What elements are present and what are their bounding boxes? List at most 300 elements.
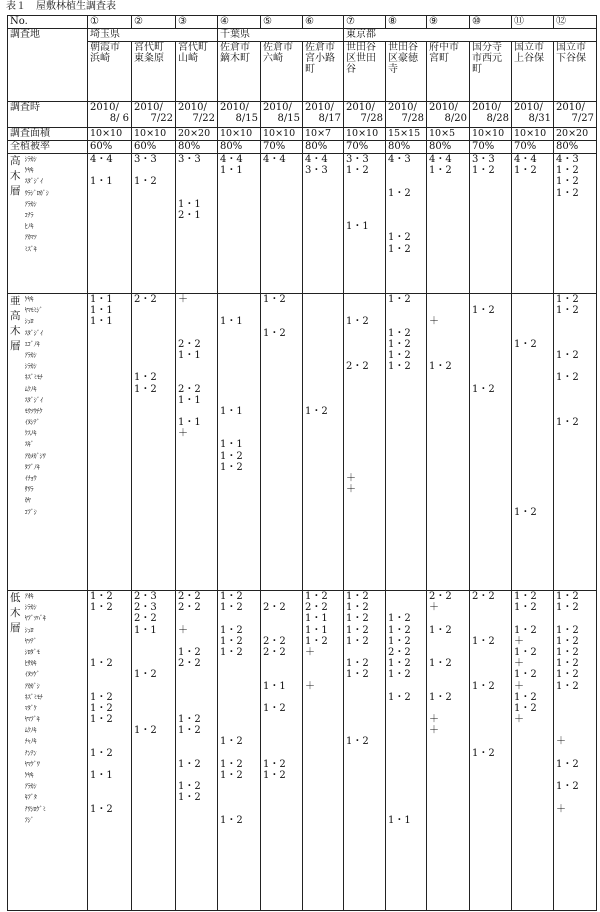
cell-line: 1・2 — [388, 232, 411, 244]
cell-line — [305, 395, 341, 406]
coverage-value: 70% — [470, 141, 512, 154]
cell-line — [429, 221, 467, 232]
cell-line — [556, 714, 594, 725]
cell-line: 2・2 — [472, 591, 495, 602]
plot-number: ⑤ — [261, 16, 303, 29]
cell-line — [472, 428, 509, 439]
cell-line — [134, 439, 173, 450]
cell-line — [178, 462, 215, 473]
cell-line — [134, 507, 173, 518]
cell-line: 1・2 — [346, 635, 369, 647]
site-name: 佐倉市六崎 — [261, 42, 303, 102]
cell-line — [429, 395, 467, 406]
cell-line — [472, 316, 509, 327]
cell-line — [556, 244, 594, 255]
cell-line: 2010/ — [178, 102, 207, 113]
cell-line: 1・2 — [346, 736, 369, 748]
cell-line — [263, 815, 300, 826]
cell-line — [305, 244, 341, 255]
cell-line — [346, 781, 383, 792]
cell-line — [305, 384, 341, 395]
cell-line — [178, 636, 215, 647]
cell-line — [472, 176, 509, 187]
cell-line: ｽｷﾞ — [24, 440, 34, 449]
cell-line — [134, 451, 173, 462]
cell-line: 1・1 — [178, 394, 201, 406]
cell-line: 1・2 — [514, 591, 537, 602]
survey-size: 20×20 — [554, 128, 597, 141]
cell-line — [305, 725, 341, 736]
cell-line: ﾅﾜｼﾛｸﾞﾐ — [24, 804, 46, 813]
coverage-value: 80% — [386, 141, 427, 154]
cell-line: ﾑｸﾉｷ — [24, 726, 37, 735]
cell-line — [346, 725, 383, 736]
cover-values — [470, 154, 512, 294]
cell-line — [90, 221, 129, 232]
cell-line: 1・2 — [556, 680, 579, 692]
row-label-no: No. — [8, 16, 88, 29]
cell-line — [514, 725, 551, 736]
cell-line — [263, 339, 300, 350]
cell-line: 2010/ — [556, 102, 585, 113]
cell-line — [90, 613, 129, 624]
cell-line: 2・3 — [134, 602, 157, 614]
cell-line — [305, 770, 341, 781]
cell-line — [472, 714, 509, 725]
stratum-char: 木 — [10, 325, 21, 337]
cell-line: ｱｵｷ — [24, 592, 34, 600]
cover-values — [554, 154, 597, 294]
cell-line — [388, 736, 424, 747]
cell-line — [514, 759, 551, 770]
cell-line: 1・2 — [134, 176, 157, 188]
survey-date — [386, 102, 427, 128]
cell-line: 1・2 — [134, 669, 157, 681]
cell-line — [263, 232, 300, 243]
cell-line — [346, 748, 383, 759]
cell-line — [134, 350, 173, 361]
cell-line — [472, 451, 509, 462]
cell-line — [556, 815, 594, 826]
cell-line — [429, 681, 467, 692]
cell-line: ＋ — [178, 624, 188, 636]
cell-line: 1・2 — [388, 613, 411, 625]
cover-values — [386, 294, 427, 591]
cell-line — [134, 714, 173, 725]
cell-line: ｳﾗｼﾞﾛｶﾞｼ — [24, 188, 49, 197]
species-list — [23, 294, 88, 591]
cell-line: 1・1 — [388, 814, 411, 826]
cell-line — [472, 462, 509, 473]
cell-line: ﾈｽﾞﾐﾓﾁ — [24, 692, 43, 701]
cell-line — [429, 484, 467, 495]
cell-line — [472, 294, 509, 305]
survey-size: 10×10 — [218, 128, 261, 141]
cell-line — [514, 417, 551, 428]
cell-line — [429, 473, 467, 484]
cell-line — [134, 781, 173, 792]
cell-line — [429, 495, 467, 506]
cell-line — [472, 613, 509, 624]
cover-values — [303, 591, 344, 911]
survey-date — [512, 102, 554, 128]
cell-line — [556, 748, 594, 759]
cell-line — [134, 165, 173, 176]
cell-line: 2・2 — [178, 383, 201, 395]
cell-line — [263, 165, 300, 176]
survey-size: 10×10 — [344, 128, 386, 141]
cell-line — [472, 770, 509, 781]
cell-line — [346, 462, 383, 473]
cell-line — [90, 384, 129, 395]
cell-line — [220, 613, 258, 624]
cell-line — [178, 221, 215, 232]
cell-line — [220, 350, 258, 361]
cell-line: 1・2 — [556, 669, 579, 681]
cell-line — [90, 328, 129, 339]
cell-line: ＋ — [305, 680, 315, 692]
cell-line: ｹﾔｷ — [24, 771, 34, 779]
cell-line: 2・2 — [346, 361, 369, 373]
cell-line — [305, 759, 341, 770]
cell-line — [472, 658, 509, 669]
cell-line: 8/15 — [235, 113, 258, 125]
cell-line — [90, 495, 129, 506]
cell-line — [263, 199, 300, 210]
cell-line — [178, 692, 215, 703]
cell-line: ﾏﾀﾞｹ — [24, 703, 37, 712]
cell-line — [429, 703, 467, 714]
cell-line — [388, 681, 424, 692]
cell-line — [263, 451, 300, 462]
cover-values — [88, 154, 132, 294]
cell-line — [178, 669, 215, 680]
cell-line: ｲﾇｼﾃﾞ — [24, 418, 40, 427]
cell-line: 1・2 — [220, 758, 243, 770]
cell-line: 7/28 — [360, 113, 383, 125]
cell-line — [556, 232, 594, 243]
cell-line — [388, 591, 424, 602]
cell-line — [556, 613, 594, 624]
cell-line — [90, 395, 129, 406]
cell-line: 1・2 — [429, 165, 452, 177]
coverage-value: 80% — [176, 141, 218, 154]
survey-date — [88, 102, 132, 128]
cell-line — [178, 328, 215, 339]
cell-line: 2010/ — [514, 102, 543, 113]
survey-size: 10×7 — [303, 128, 344, 141]
cell-line: 1・2 — [346, 658, 369, 670]
cell-line — [263, 669, 300, 680]
cell-line: 1・2 — [514, 506, 537, 518]
prefecture-cell: 埼玉県 — [88, 29, 218, 42]
cover-values — [88, 294, 132, 591]
cell-line — [429, 636, 467, 647]
cover-values — [427, 154, 470, 294]
cell-line: 1・2 — [388, 691, 411, 703]
cell-line — [429, 232, 467, 243]
cell-line — [90, 165, 129, 176]
cell-line — [429, 669, 467, 680]
cell-line: 1・2 — [388, 327, 411, 339]
cell-line — [220, 417, 258, 428]
cell-line — [220, 681, 258, 692]
cell-line: ＋ — [178, 428, 188, 440]
cell-line — [178, 439, 215, 450]
cell-line: 7/27 — [571, 113, 594, 125]
cell-line — [472, 602, 509, 613]
cell-line: 1・2 — [514, 165, 537, 177]
coverage-value: 70% — [512, 141, 554, 154]
cell-line: ｼﾛﾀﾞﾓ — [24, 647, 40, 656]
cell-line — [514, 406, 551, 417]
cover-values — [512, 154, 554, 294]
cell-line — [556, 507, 594, 518]
cell-line — [472, 759, 509, 770]
cell-line — [556, 428, 594, 439]
cell-line — [388, 406, 424, 417]
cell-line: ＋ — [429, 714, 439, 726]
cell-line — [429, 792, 467, 803]
cell-line: 1・2 — [263, 770, 286, 781]
cell-line — [263, 428, 300, 439]
cell-line — [134, 647, 173, 658]
cell-line — [429, 647, 467, 658]
cell-line: ｲﾇﾂｹﾞ — [24, 670, 40, 679]
cell-line: 1・2 — [263, 702, 286, 714]
cell-line — [263, 361, 300, 372]
cell-line — [514, 199, 551, 210]
cell-line — [472, 647, 509, 658]
cell-line — [514, 350, 551, 361]
cell-line — [514, 484, 551, 495]
cell-line — [305, 339, 341, 350]
cell-line — [472, 199, 509, 210]
cell-line: 1・2 — [263, 294, 286, 305]
survey-date — [344, 102, 386, 128]
cell-line — [472, 339, 509, 350]
cell-line: 1・2 — [90, 602, 113, 614]
cell-line — [472, 372, 509, 383]
cell-line: 1・2 — [90, 747, 113, 759]
cell-line: 2・2 — [429, 591, 452, 602]
cell-line — [388, 210, 424, 221]
coverage-value: 80% — [218, 141, 261, 154]
table-row — [8, 16, 597, 29]
cell-line — [388, 484, 424, 495]
stratum-char: 木 — [10, 170, 21, 182]
cell-line: ｽﾀﾞｼﾞｲ — [24, 328, 43, 337]
cell-line — [263, 714, 300, 725]
cell-line: 2010/ — [388, 102, 417, 113]
cell-line — [263, 507, 300, 518]
cell-line — [134, 658, 173, 669]
cell-line — [220, 428, 258, 439]
cell-line — [346, 232, 383, 243]
cell-line — [346, 759, 383, 770]
cell-line: ｱﾗｶｼ — [24, 782, 37, 791]
cell-line: ﾓｳｿｳﾁｸ — [24, 406, 43, 415]
cell-line: ｱｶﾒｶﾞｼﾜ — [24, 451, 46, 460]
cell-line — [134, 792, 173, 803]
cell-line — [429, 451, 467, 462]
cell-line: ＋ — [429, 602, 439, 614]
cell-line — [346, 328, 383, 339]
cell-line — [263, 462, 300, 473]
cell-line — [472, 406, 509, 417]
cell-line: 1・2 — [134, 725, 157, 737]
coverage-value: 60% — [88, 141, 132, 154]
cell-line: 1・2 — [514, 669, 537, 681]
cell-line — [556, 328, 594, 339]
table-row — [8, 42, 597, 102]
cell-line: 1・2 — [556, 372, 579, 384]
cell-line — [514, 328, 551, 339]
cover-values — [554, 591, 597, 911]
site-name: 宮代町東粂原 — [132, 42, 176, 102]
cell-line: 1・2 — [134, 383, 157, 395]
cell-line — [305, 804, 341, 815]
cover-values — [344, 294, 386, 591]
cell-line — [220, 244, 258, 255]
cell-line — [263, 692, 300, 703]
cell-line — [220, 188, 258, 199]
cell-line — [346, 792, 383, 803]
cell-line: 3・3 — [472, 154, 495, 165]
cell-line — [388, 473, 424, 484]
cell-line — [263, 406, 300, 417]
cell-line: 2・2 — [263, 646, 286, 658]
cell-line — [178, 507, 215, 518]
cell-line: 1・2 — [472, 680, 495, 692]
cell-line — [388, 199, 424, 210]
cell-line — [220, 703, 258, 714]
cell-line — [90, 428, 129, 439]
cell-line — [305, 658, 341, 669]
cell-line — [90, 781, 129, 792]
cell-line — [90, 625, 129, 636]
cell-line — [429, 736, 467, 747]
cell-line — [263, 395, 300, 406]
cell-line: ｼﾗｶｼ — [24, 603, 37, 612]
cell-line: 4・4 — [514, 154, 537, 165]
cell-line — [514, 473, 551, 484]
cell-line — [220, 507, 258, 518]
cell-line — [388, 372, 424, 383]
cell-line: 1・2 — [90, 702, 113, 714]
species-list — [23, 154, 88, 294]
cell-line — [263, 316, 300, 327]
cell-line — [178, 165, 215, 176]
cell-line — [514, 770, 551, 781]
cell-line — [514, 462, 551, 473]
cover-values — [303, 154, 344, 294]
cell-line — [556, 339, 594, 350]
cell-line — [514, 792, 551, 803]
cell-line: ｹﾔｷ — [24, 166, 34, 175]
row-label-time: 調査時 — [8, 102, 88, 128]
cell-line — [263, 188, 300, 199]
survey-size: 10×10 — [470, 128, 512, 141]
site-name: 国立市上谷保 — [512, 42, 554, 102]
cell-line — [429, 439, 467, 450]
cell-line — [429, 462, 467, 473]
cell-line: ＋ — [346, 473, 356, 484]
cell-line — [429, 804, 467, 815]
cell-line: 1・2 — [178, 758, 201, 770]
cell-line: 1・1 — [220, 405, 243, 417]
stratum-label — [8, 154, 23, 294]
cell-line: ＋ — [556, 803, 566, 815]
cell-line: 8/15 — [277, 113, 300, 125]
cell-line: 1・2 — [514, 602, 537, 614]
cell-line — [388, 439, 424, 450]
cell-line — [178, 736, 215, 747]
cell-line: 1・2 — [514, 646, 537, 658]
cell-line — [346, 339, 383, 350]
cell-line: 1・2 — [220, 450, 243, 462]
stratum-label — [8, 294, 23, 591]
cell-line — [220, 748, 258, 759]
cell-line — [305, 748, 341, 759]
site-name: 宮代町山崎 — [176, 42, 218, 102]
cell-line: 4・4 — [305, 154, 328, 165]
cell-line: 1・2 — [263, 758, 286, 770]
cell-line — [178, 372, 215, 383]
cell-line — [263, 613, 300, 624]
cell-line: ＋ — [305, 646, 315, 658]
cell-line — [134, 361, 173, 372]
cell-line — [346, 451, 383, 462]
cell-line — [134, 681, 173, 692]
cell-line: 1・2 — [514, 702, 537, 714]
cell-line — [388, 748, 424, 759]
cell-line — [263, 484, 300, 495]
cell-line — [472, 473, 509, 484]
table-row — [8, 154, 597, 294]
cell-line: 1・2 — [178, 714, 201, 726]
cell-line — [556, 199, 594, 210]
cell-line: 1・2 — [263, 327, 286, 339]
cell-line: 4・4 — [429, 154, 452, 165]
stratum-char: 高 — [10, 310, 21, 322]
cell-line — [388, 781, 424, 792]
cell-line: 2・1 — [178, 209, 201, 221]
coverage-value: 70% — [344, 141, 386, 154]
cell-line — [220, 305, 258, 316]
cell-line — [472, 669, 509, 680]
cover-values — [386, 154, 427, 294]
cell-line — [134, 815, 173, 826]
cell-line — [556, 703, 594, 714]
cell-line — [220, 781, 258, 792]
cell-line — [90, 462, 129, 473]
cell-line: 1・1 — [305, 624, 328, 636]
cell-line: ＋ — [556, 736, 566, 748]
cell-line — [90, 792, 129, 803]
stratum-char: 亜 — [10, 295, 21, 307]
cell-line: ﾁｬﾉｷ — [24, 737, 37, 746]
cell-line — [134, 748, 173, 759]
cell-line: 1・1 — [90, 305, 113, 317]
cell-line — [429, 372, 467, 383]
cell-line: 1・1 — [263, 680, 286, 692]
cell-line — [263, 221, 300, 232]
cell-line: ｹﾔｷ — [24, 295, 34, 303]
cell-line: 8/17 — [318, 113, 341, 125]
cell-line: ＋ — [178, 294, 188, 305]
cover-values — [218, 591, 261, 911]
